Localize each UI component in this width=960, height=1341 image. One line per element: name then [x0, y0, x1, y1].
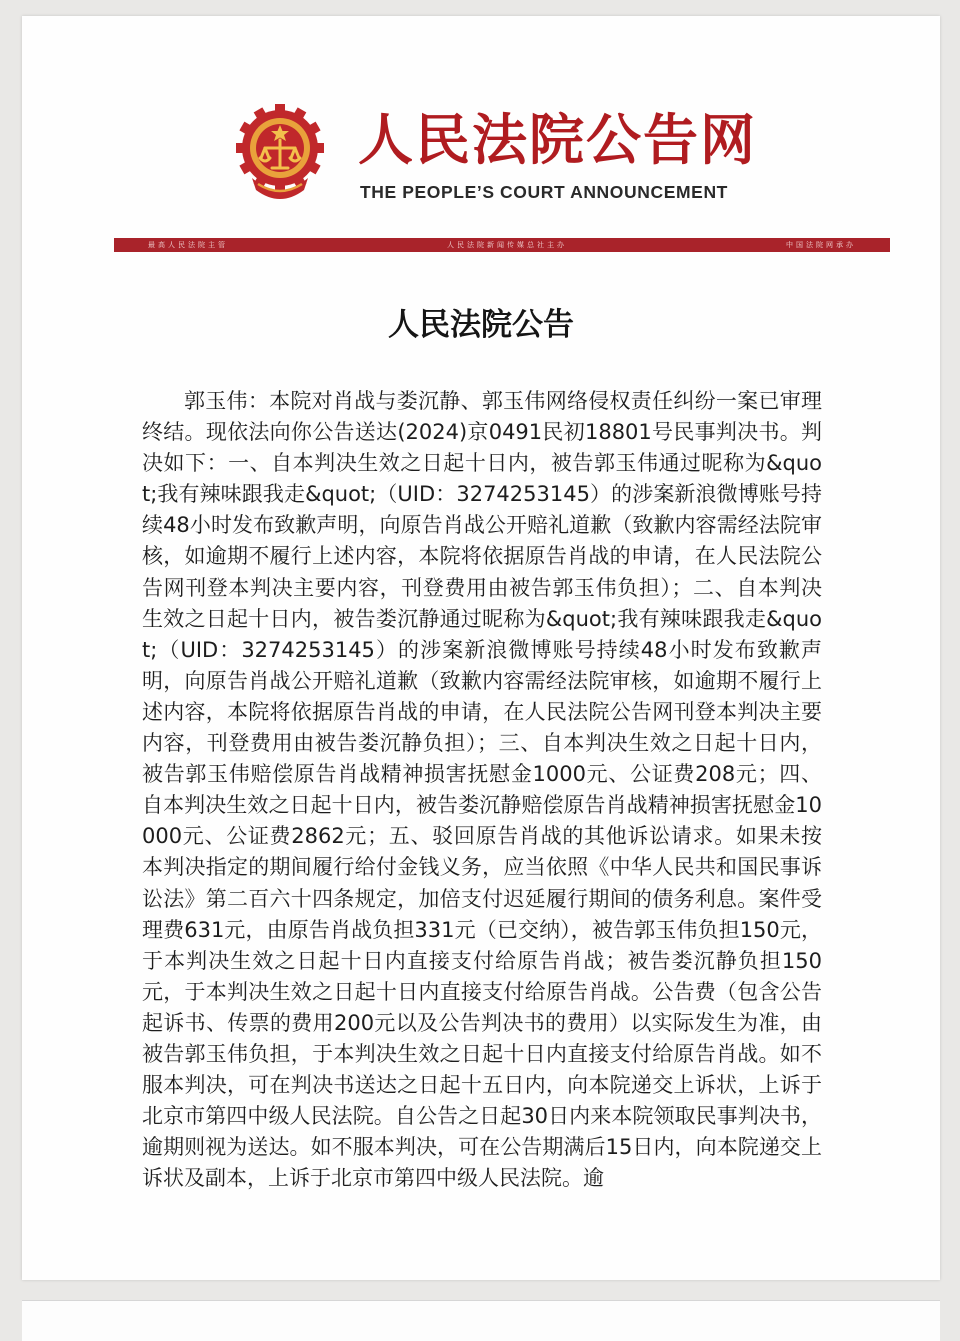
site-name-cn: 人民法院公告网 [358, 108, 758, 172]
band-center-text: 人民法院新闻传媒总社主办 [447, 241, 567, 249]
header-band [114, 238, 890, 252]
next-page-edge [22, 1300, 940, 1341]
site-name-en: THE PEOPLE’S COURT ANNOUNCEMENT [360, 182, 728, 202]
notice-title: 人民法院公告 [388, 307, 574, 343]
announcement-page [22, 16, 940, 1280]
band-right-text: 中国法院网承办 [786, 241, 856, 249]
band-left-text: 最高人民法院主管 [148, 241, 228, 249]
court-emblem-icon [234, 98, 326, 208]
notice-body: 郭玉伟：本院对肖战与娄沉静、郭玉伟网络侵权责任纠纷一案已审理终结。现依法向你公告送达(2024)京0491民初18801号民事判决书。判决如下：一、自本判决生效之日起十日内，被告郭玉伟通过昵称为&quot;我有辣味跟我走&quot;（UID：3274253145）的涉案新浪微博账号持续48小时发布致歉声明，向原告肖战公开赔礼道歉（致歉内容需经法院审核，如逾期不履行上述内容，本院将依据原告肖战的申请，在人民法院公告网刊登本判决主要内容，刊登费用由被告郭玉伟负担）；二、自本判决生效之日起十日内，被告娄沉静通过昵称为&quot;我有辣味跟我走&quot;（UID：3274253145）的涉案新浪微博账号持续48小时发布致歉声明，向原告肖战公开赔礼道歉（致歉内容需经法院审核，如逾期不履行上述内容，本院将依据原告肖战的申请，在人民法院公告网刊登本判决主要内容，刊登费用由被告娄沉静负担）；三、自本判决生效之日起十日内，被告郭玉伟赔偿原告肖战精神损害抚慰金1000元、公证费208元；四、自本判决生效之日起十日内，被告娄沉静赔偿原告肖战精神损害抚慰金10000元、公证费2862元；五、驳回原告肖战的其他诉讼请求。如果未按本判决指定的期间履行给付金钱义务，应当依照《中华人民共和国民事诉讼法》第二百六十四条规定，加倍支付迟延履行期间的债务利息。案件受理费631元，由原告肖战负担331元（已交纳），被告郭玉伟负担150元，于本判决生效之日起十日内直接支付给原告肖战；被告娄沉静负担150元，于本判决生效之日起十日内直接支付给原告肖战。公告费（包含公告起诉书、传票的费用200元以及公告判决书的费用）以实际发生为准，由被告郭玉伟负担，于本判决生效之日起十日内直接支付给原告肖战。如不服本判决，可在判决书送达之日起十五日内，向本院递交上诉状，上诉于北京市第四中级人民法院。自公告之日起30日内来本院领取民事判决书，逾期则视为送达。如不服本判决，可在公告期满后15日内，向本院递交上诉状及副本，上诉于北京市第四中级人民法院。逾 [142, 389, 822, 1191]
